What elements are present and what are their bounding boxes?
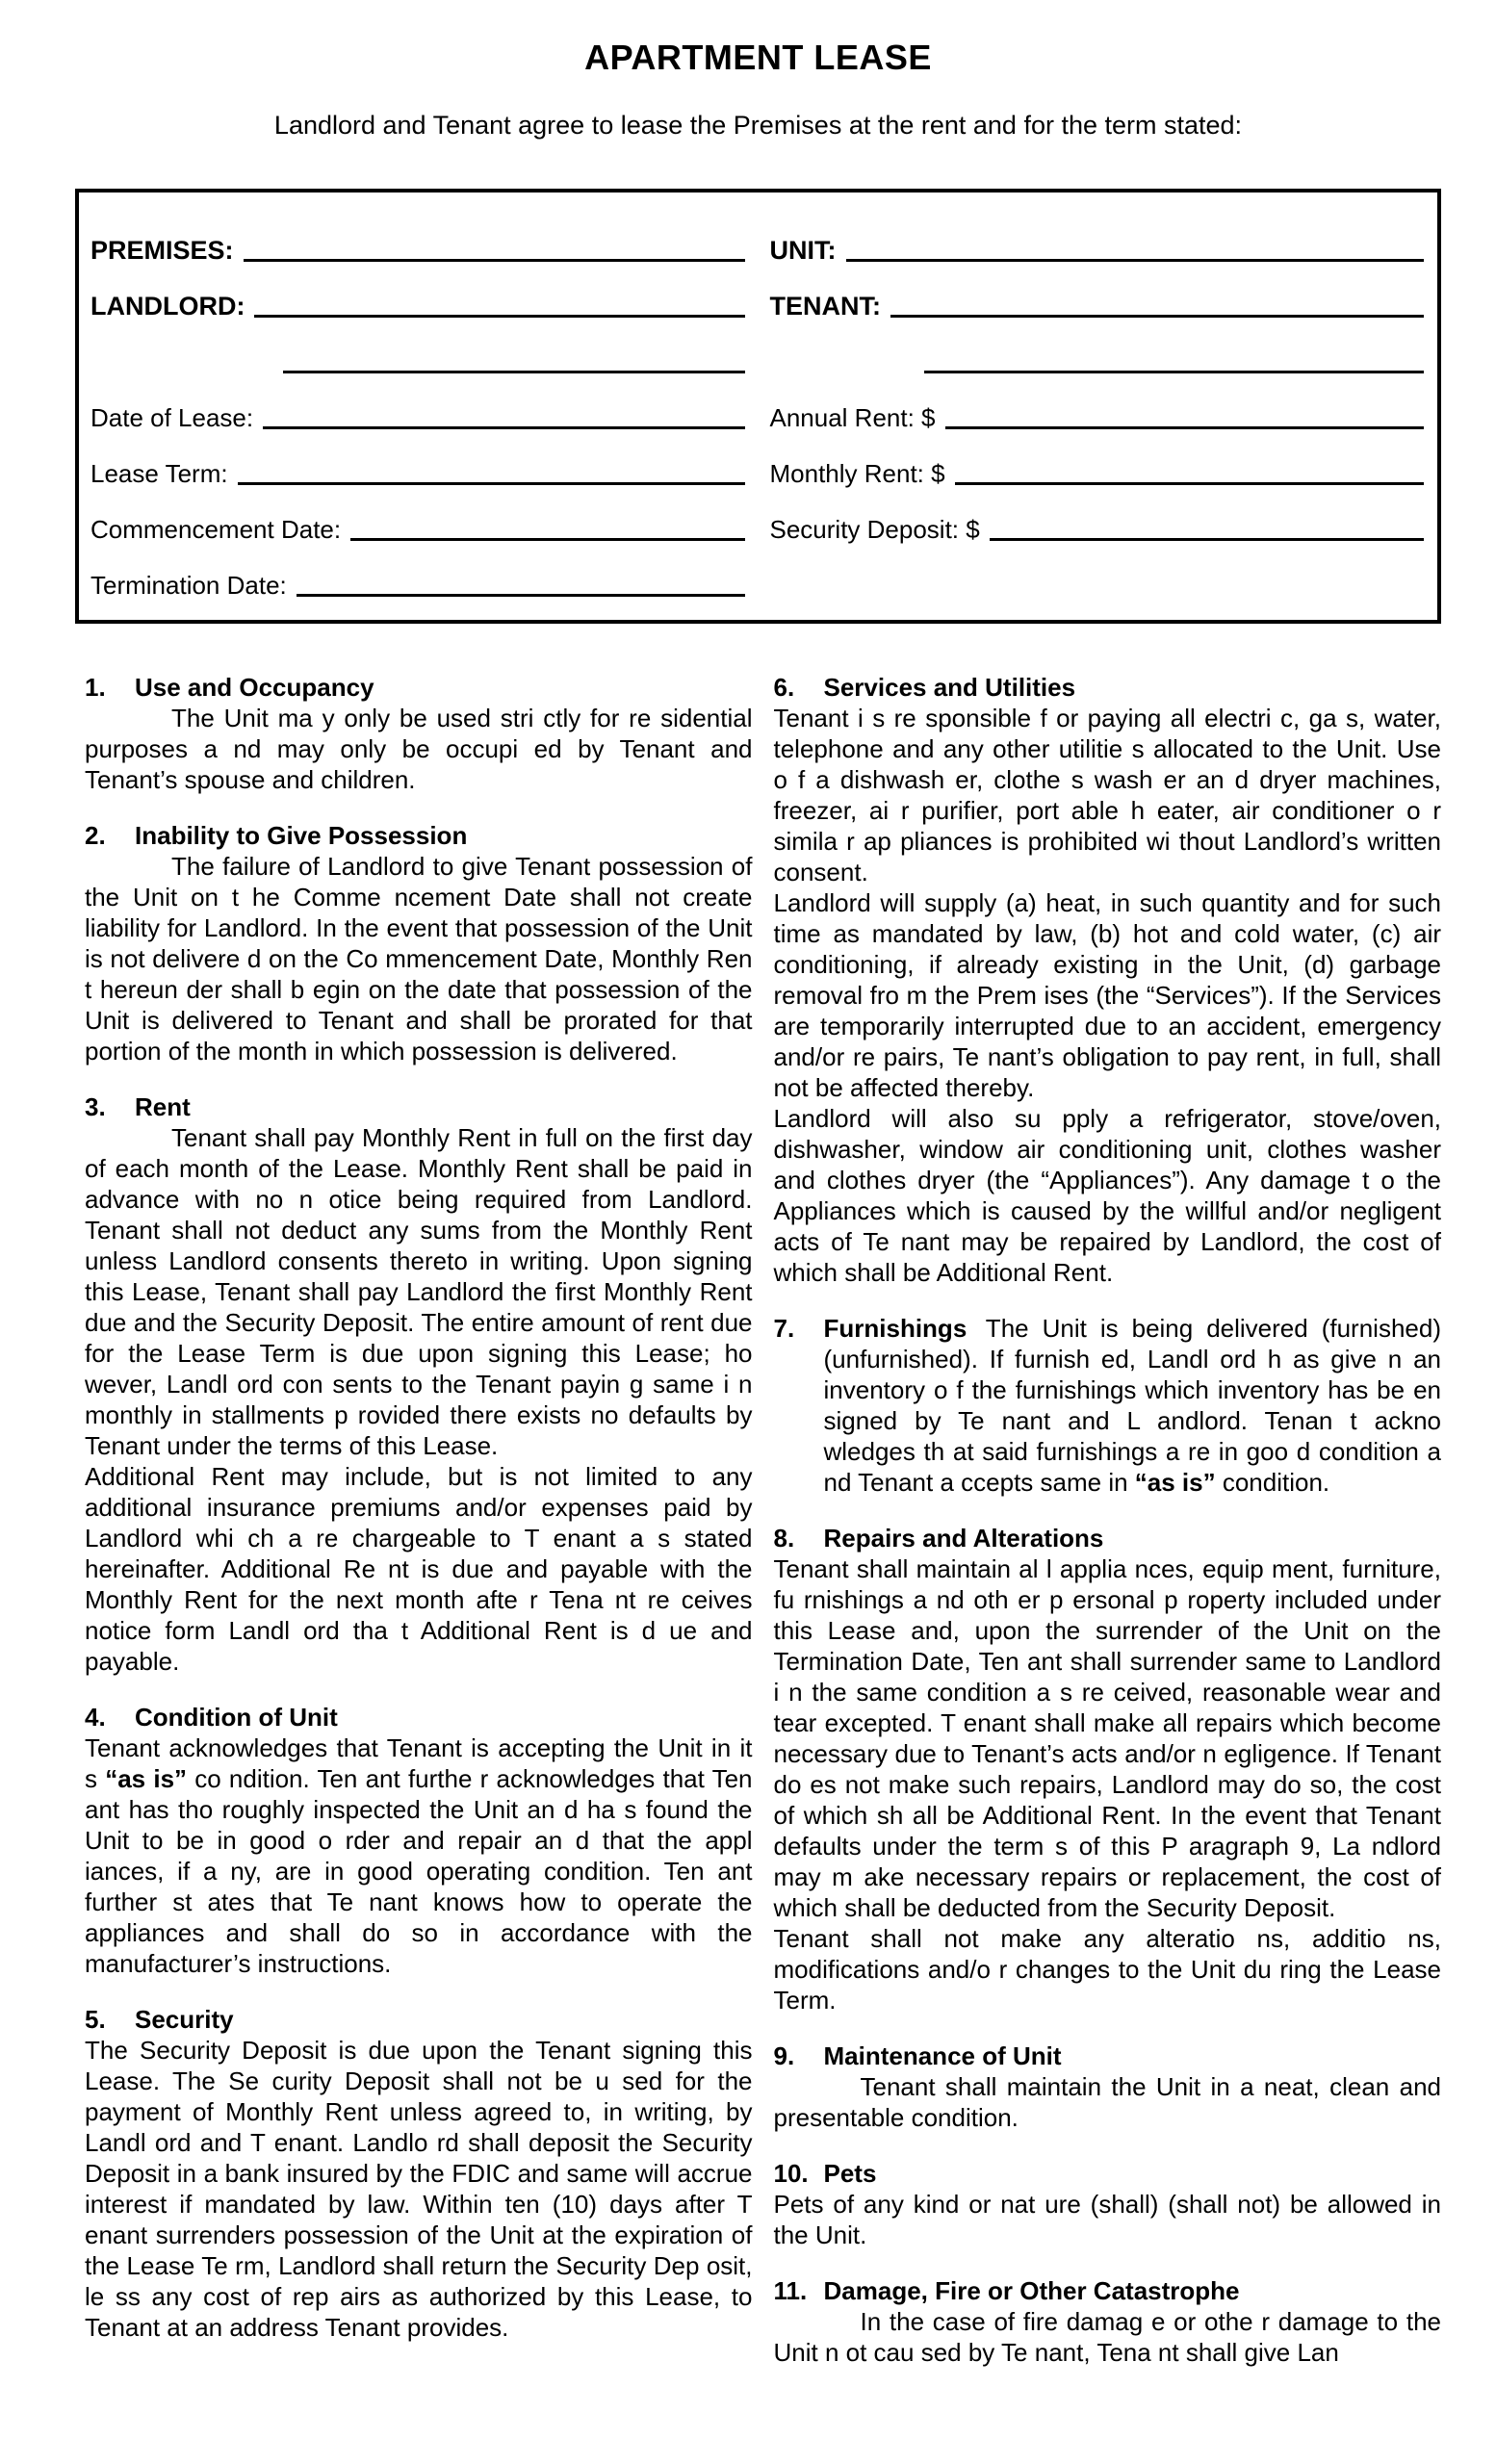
section-paragraph: Tenant shall not make any alteratio ns, additio ns, modifications and/o r changes to the Unit du ring the Lease Term. xyxy=(773,1924,1441,2015)
continuation-row xyxy=(90,321,1424,377)
date-of-lease-field xyxy=(90,398,745,433)
section-heading xyxy=(85,672,753,703)
lease-term-input-line[interactable] xyxy=(238,453,745,485)
section-9-maintenance-of-unit xyxy=(774,2040,1442,2133)
section-paragraph: The Unit ma y only be used stri ctly for re sidential purposes a nd may only be occupi ed by Tenant and Tenant’s spouse and children. xyxy=(85,704,753,794)
section-8-repairs-and-alterations xyxy=(774,1523,1442,2015)
as-is-bold-phrase: “as is” xyxy=(1134,1468,1216,1497)
section-paragraph: The failure of Landlord to give Tenant possession of the Unit on t he Comme ncement Date shall not create liability for Landlord. In the event that possession of the Unit is not delivere d on the Co mmencement Date, Monthly Ren t hereun der shall b egin on the date that possession of the Unit is delivered to Tenant and shall be prorated for that portion of the month in which possession is delivered. xyxy=(85,852,753,1065)
section-heading xyxy=(85,1091,753,1122)
commencement-deposit-row xyxy=(90,489,1424,545)
section-title: Furnishings xyxy=(823,1314,967,1343)
termination-date-label: Termination Date: xyxy=(90,571,287,600)
section-number: 11. xyxy=(773,2276,808,2305)
termination-date-field xyxy=(90,565,745,601)
section-6-services-and-utilities xyxy=(774,672,1442,1288)
section-3-rent xyxy=(85,1091,753,1677)
paragraph-text: Tenant acknowledges that Tenant is accepting the Unit in it s xyxy=(85,1733,753,1793)
section-paragraph: Tenant shall pay Monthly Rent in full on the first day of each month of the Lease. Monthly Rent shall be paid in advance with no n otice being required from Landlord. Tenant shall not deduct any sums from the Monthly Rent unless Landlord consents thereto in writing. Upon signing this Lease, Tenant shall pay Landlord the first Monthly Rent due and the Security Deposit. The entire amount of rent due for the Lease Term is due upon signing this Lease; ho wever, Landl ord con sents to the Tenant payin g same i n monthly in stallments p rovided there exists no defaults by Tenant under the terms of this Lease. xyxy=(85,1123,753,1460)
unit-input-line[interactable] xyxy=(846,230,1425,262)
section-7-furnishings xyxy=(774,1313,1442,1498)
unit-label: UNIT: xyxy=(769,236,837,265)
section-11-damage-fire-or-other-catastrophe xyxy=(774,2275,1442,2368)
left-column xyxy=(85,672,753,2368)
section-heading xyxy=(774,2275,1442,2306)
right-column xyxy=(774,672,1442,2368)
clauses-area xyxy=(85,672,1441,2368)
section-paragraph: Pets of any kind or nat ure (shall) (shall not) be allowed in the Unit. xyxy=(773,2190,1441,2249)
section-4-condition-of-unit xyxy=(85,1702,753,1979)
monthly-rent-field xyxy=(770,453,1425,489)
premises-field xyxy=(90,230,745,266)
section-heading xyxy=(85,2004,753,2035)
security-deposit-field xyxy=(770,509,1425,545)
paragraph-text: The Unit is being delivered (furnished) (unfurnished). If furnish ed, Landl ord h as give n an inventory o f the furnishings which inventory has be en signed by Te nant and L andlord. Tenan t ackno wledges th at said furnishings a re in goo d condition a nd Tenant a ccepts same in xyxy=(823,1314,1441,1497)
security-deposit-label: Security Deposit: $ xyxy=(769,515,980,544)
paragraph-text: condition. xyxy=(1215,1468,1330,1497)
term-monthlyrent-row xyxy=(90,433,1424,489)
tenant-label: TENANT: xyxy=(769,292,881,321)
section-number: 8. xyxy=(773,1524,795,1553)
section-title: Use and Occupancy xyxy=(135,673,374,702)
section-2-inability-to-give-possession xyxy=(85,820,753,1066)
landlord-field xyxy=(90,286,745,321)
tenant-continuation-field xyxy=(770,342,1425,377)
section-title: Security xyxy=(135,2005,234,2034)
premises-label: PREMISES: xyxy=(90,236,234,265)
section-paragraph: Additional Rent may include, but is not limited to any additional insurance premiums and/or expenses paid by Landlord whi ch a re chargeable to T enant a s stated hereinafter. Additional Re nt is due and payable with the Monthly Rent for the next month afte r Tena nt re ceives notice form Landl ord tha t Additional Rent is d ue and payable. xyxy=(85,1462,753,1676)
lease-term-label: Lease Term: xyxy=(90,459,228,488)
section-title: Damage, Fire or Other Catastrophe xyxy=(823,2276,1240,2305)
termination-date-input-line[interactable] xyxy=(297,565,745,597)
monthly-rent-input-line[interactable] xyxy=(955,453,1424,485)
section-5-security xyxy=(85,2004,753,2343)
section-title: Repairs and Alterations xyxy=(823,1524,1104,1553)
section-number: 9. xyxy=(773,2041,795,2070)
annual-rent-input-line[interactable] xyxy=(945,398,1424,429)
section-1-use-and-occupancy xyxy=(85,672,753,795)
lease-intro-line: Landlord and Tenant agree to lease the Premises at the rent and for the term stated: xyxy=(273,111,1243,140)
as-is-bold-phrase: “as is” xyxy=(105,1764,188,1793)
section-number: 1. xyxy=(85,673,106,702)
section-title: Services and Utilities xyxy=(823,673,1076,702)
section-heading xyxy=(85,1702,753,1732)
security-deposit-input-line[interactable] xyxy=(990,509,1424,541)
section-paragraph: The Security Deposit is due upon the Tenant signing this Lease. The Se curity Deposit shall not be u sed for the payment of Monthly Rent unless agreed to, in writing, by Landl ord and T enant. Landlo rd shall deposit the Security Deposit in a bank insured by the FDIC and same will accrue interest if mandated by law. Within ten (10) days after T enant surrenders possession of the Unit at the expiration of the Lease Te rm, Landlord shall return the Security Dep osit, le ss any cost of rep airs as authorized by this Lease, to Tenant at an address Tenant provides. xyxy=(85,2036,753,2342)
section-number: 10. xyxy=(773,2159,809,2188)
landlord-label: LANDLORD: xyxy=(90,292,245,321)
section-title: Pets xyxy=(823,2159,877,2188)
paragraph-text: co ndition. Ten ant furthe r acknowledges that Ten ant has tho roughly inspected the Unit an d ha s found the Unit to be in good o rder and repair an d that the appl iances, if a ny, are in good operating condition. Ten ant further st ates that Te nant knows how to operate the appliances and shall do so in accordance with the manufacturer’s instructions. xyxy=(85,1764,753,1978)
section-number: 7. xyxy=(773,1314,795,1343)
unit-field xyxy=(770,230,1425,266)
lease-summary-box xyxy=(75,189,1441,624)
annual-rent-label: Annual Rent: $ xyxy=(769,403,936,432)
section-paragraph xyxy=(824,1313,1442,1498)
landlord-input-line[interactable] xyxy=(254,286,744,318)
section-heading xyxy=(774,672,1442,703)
lease-term-field xyxy=(90,453,745,489)
section-paragraph: Tenant i s re sponsible f or paying all electri c, ga s, water, telephone and any other utilitie s allocated to the Unit. Use o f a dishwash er, clothe s wash er an d dryer machines, freezer, ai r purifier, port able h eater, air conditioner o r simila r ap pliances is prohibited wi thout Landlord’s written consent. xyxy=(773,704,1441,886)
tenant-continuation-line[interactable] xyxy=(924,342,1425,373)
section-title: Rent xyxy=(135,1092,191,1121)
page-title: APARTMENT LEASE xyxy=(584,38,932,77)
section-number: 6. xyxy=(773,673,795,702)
date-of-lease-label: Date of Lease: xyxy=(90,403,254,432)
section-heading xyxy=(774,1523,1442,1553)
landlord-tenant-row xyxy=(90,266,1424,321)
premises-unit-row xyxy=(90,210,1424,266)
section-paragraph: Landlord will also su pply a refrigerator, stove/oven, dishwasher, window air conditioning unit, clothes washer and clothes dryer (the “Appliances”). Any damage t o the Appliances which is caused by the willful and/or negligent acts of Te nant may be repaired by Landlord, the cost of which shall be Additional Rent. xyxy=(773,1104,1441,1287)
tenant-input-line[interactable] xyxy=(890,286,1424,318)
termination-row xyxy=(90,545,1424,601)
section-paragraph xyxy=(85,1732,753,1979)
commencement-date-input-line[interactable] xyxy=(350,509,744,541)
annual-rent-field xyxy=(770,398,1425,433)
section-paragraph: Landlord will supply (a) heat, in such quantity and for such time as mandated by law, (b) hot and cold water, (c) air conditioning, if already existing in the Unit, (d) garbage removal fro m the Prem ises (the “Services”). If the Services are temporarily interrupted due to an accident, emergency and/or re pairs, Te nant’s obligation to pay rent, in full, shall not be affected thereby. xyxy=(773,888,1441,1102)
commencement-date-label: Commencement Date: xyxy=(90,515,342,544)
landlord-continuation-line[interactable] xyxy=(283,342,745,373)
section-heading xyxy=(774,2158,1442,2189)
section-number: 3. xyxy=(85,1092,106,1121)
section-title: Condition of Unit xyxy=(135,1703,338,1732)
section-paragraph: Tenant shall maintain the Unit in a neat, clean and presentable condition. xyxy=(773,2072,1441,2132)
landlord-continuation-field xyxy=(90,342,745,377)
section-title: Maintenance of Unit xyxy=(823,2041,1062,2070)
monthly-rent-label: Monthly Rent: $ xyxy=(769,459,945,488)
section-paragraph: In the case of fire damag e or othe r damage to the Unit n ot cau sed by Te nant, Tena nt shall give Lan xyxy=(773,2307,1441,2367)
section-number: 5. xyxy=(85,2005,106,2034)
section-number: 2. xyxy=(85,821,106,850)
section-title: Inability to Give Possession xyxy=(135,821,468,850)
tenant-field xyxy=(770,286,1425,321)
premises-input-line[interactable] xyxy=(244,230,745,262)
section-paragraph: Tenant shall maintain al l applia nces, equip ment, furniture, fu rnishings a nd oth er p ersonal p roperty included under this Lease and, upon the surrender of the Unit on the Termination Date, Ten ant shall surrender same to Landlord i n the same condition a s re ceived, reasonable wear and tear excepted. T enant shall make all repairs which become necessary due to Tenant’s acts and/or n egligence. If Tenant do es not make such repairs, Landlord may do so, the cost of which sh all be Additional Rent. In the event that Tenant defaults under the term s of this P aragraph 9, La ndlord may m ake necessary repairs or replacement, the cost of which shall be deducted from the Security Deposit. xyxy=(773,1554,1441,1922)
section-heading xyxy=(85,820,753,851)
date-annualrent-row xyxy=(90,377,1424,433)
date-of-lease-input-line[interactable] xyxy=(263,398,744,429)
section-10-pets xyxy=(774,2158,1442,2250)
section-heading xyxy=(774,2040,1442,2071)
section-number: 4. xyxy=(85,1703,106,1732)
commencement-date-field xyxy=(90,509,745,545)
